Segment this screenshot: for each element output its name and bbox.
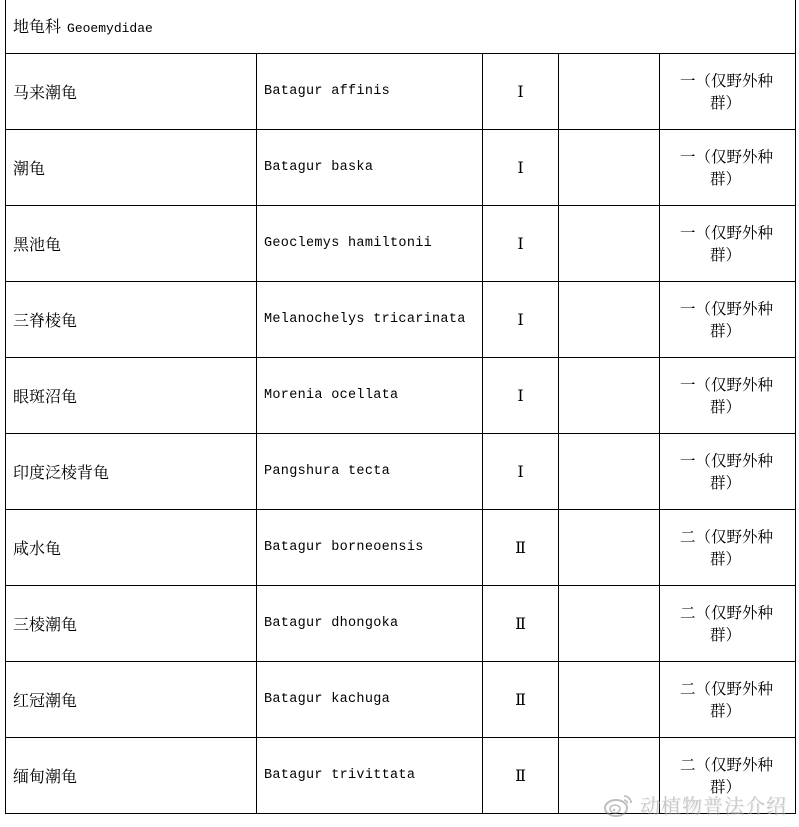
chinese-name-cell: 三脊棱龟: [6, 282, 257, 358]
protection-level-cell: [660, 586, 796, 662]
empty-cell: [559, 510, 660, 586]
scientific-name-cell: Batagur affinis: [257, 54, 483, 130]
empty-cell: [559, 54, 660, 130]
protection-level-line1: 二（仅野外种: [680, 527, 774, 546]
table-row: [6, 54, 796, 130]
protection-level-line2: 群）: [710, 473, 742, 492]
protection-level-cell: [660, 738, 796, 814]
protection-level-cell: [660, 662, 796, 738]
empty-cell: [559, 282, 660, 358]
protection-level-cell: [660, 510, 796, 586]
chinese-name-cell: 眼斑沼龟: [6, 358, 257, 434]
protection-level-line2: 群）: [710, 625, 742, 644]
protection-level-line1: 二（仅野外种: [680, 755, 774, 774]
protection-level-line1: 一（仅野外种: [680, 299, 774, 318]
protection-level-cell: [660, 54, 796, 130]
cites-appendix-cell: Ⅱ: [483, 510, 559, 586]
table-row: [6, 510, 796, 586]
protection-level-line2: 群）: [710, 93, 742, 112]
protection-level-cell: [660, 434, 796, 510]
table-row: [6, 586, 796, 662]
scientific-name-cell: Batagur kachuga: [257, 662, 483, 738]
scientific-name-cell: Batagur trivittata: [257, 738, 483, 814]
protection-level-line2: 群）: [710, 321, 742, 340]
scientific-name-cell: Batagur dhongoka: [257, 586, 483, 662]
protection-level-line1: 一（仅野外种: [680, 451, 774, 470]
table-row: [6, 738, 796, 814]
scientific-name-cell: Melanochelys tricarinata: [257, 282, 483, 358]
scientific-name-cell: Morenia ocellata: [257, 358, 483, 434]
protection-level-line2: 群）: [710, 701, 742, 720]
chinese-name-cell: 印度泛棱背龟: [6, 434, 257, 510]
chinese-name-cell: 潮龟: [6, 130, 257, 206]
empty-cell: [559, 130, 660, 206]
family-chinese-name: 地龟科: [13, 17, 62, 36]
protection-level-line1: 一（仅野外种: [680, 147, 774, 166]
watermark-text: 动植物普法介绍: [640, 794, 787, 818]
table-row: [6, 282, 796, 358]
species-table: [5, 0, 796, 814]
table-row: [6, 358, 796, 434]
empty-cell: [559, 586, 660, 662]
protection-level-line2: 群）: [710, 397, 742, 416]
protection-level-line1: 一（仅野外种: [680, 71, 774, 90]
cites-appendix-cell: Ⅱ: [483, 662, 559, 738]
protection-level-line1: 一（仅野外种: [680, 375, 774, 394]
chinese-name-cell: 三棱潮龟: [6, 586, 257, 662]
family-latin-name: Geoemydidae: [67, 21, 153, 36]
cites-appendix-cell: Ⅱ: [483, 738, 559, 814]
family-header-row: [6, 0, 796, 54]
empty-cell: [559, 206, 660, 282]
chinese-name-cell: 黑池龟: [6, 206, 257, 282]
protection-level-line2: 群）: [710, 245, 742, 264]
family-cell: [6, 0, 796, 54]
cites-appendix-cell: Ⅰ: [483, 54, 559, 130]
scientific-name-cell: Geoclemys hamiltonii: [257, 206, 483, 282]
chinese-name-cell: 缅甸潮龟: [6, 738, 257, 814]
scientific-name-cell: Batagur baska: [257, 130, 483, 206]
empty-cell: [559, 662, 660, 738]
cites-appendix-cell: Ⅰ: [483, 282, 559, 358]
protection-level-cell: [660, 358, 796, 434]
protection-level-line1: 一（仅野外种: [680, 223, 774, 242]
cites-appendix-cell: Ⅰ: [483, 358, 559, 434]
cites-appendix-cell: Ⅰ: [483, 434, 559, 510]
cites-appendix-cell: Ⅰ: [483, 206, 559, 282]
protection-level-line2: 群）: [710, 169, 742, 188]
empty-cell: [559, 358, 660, 434]
table-row: [6, 130, 796, 206]
cites-appendix-cell: Ⅰ: [483, 130, 559, 206]
empty-cell: [559, 434, 660, 510]
empty-cell: [559, 738, 660, 814]
scientific-name-cell: Batagur borneoensis: [257, 510, 483, 586]
table-row: [6, 206, 796, 282]
chinese-name-cell: 咸水龟: [6, 510, 257, 586]
chinese-name-cell: 红冠潮龟: [6, 662, 257, 738]
protection-level-line2: 群）: [710, 777, 742, 796]
table-row: [6, 662, 796, 738]
chinese-name-cell: 马来潮龟: [6, 54, 257, 130]
scientific-name-cell: Pangshura tecta: [257, 434, 483, 510]
table-row: [6, 434, 796, 510]
protection-level-cell: [660, 130, 796, 206]
protection-level-cell: [660, 282, 796, 358]
protection-level-cell: [660, 206, 796, 282]
protection-level-line1: 二（仅野外种: [680, 603, 774, 622]
cites-appendix-cell: Ⅱ: [483, 586, 559, 662]
protection-level-line1: 二（仅野外种: [680, 679, 774, 698]
protection-level-line2: 群）: [710, 549, 742, 568]
